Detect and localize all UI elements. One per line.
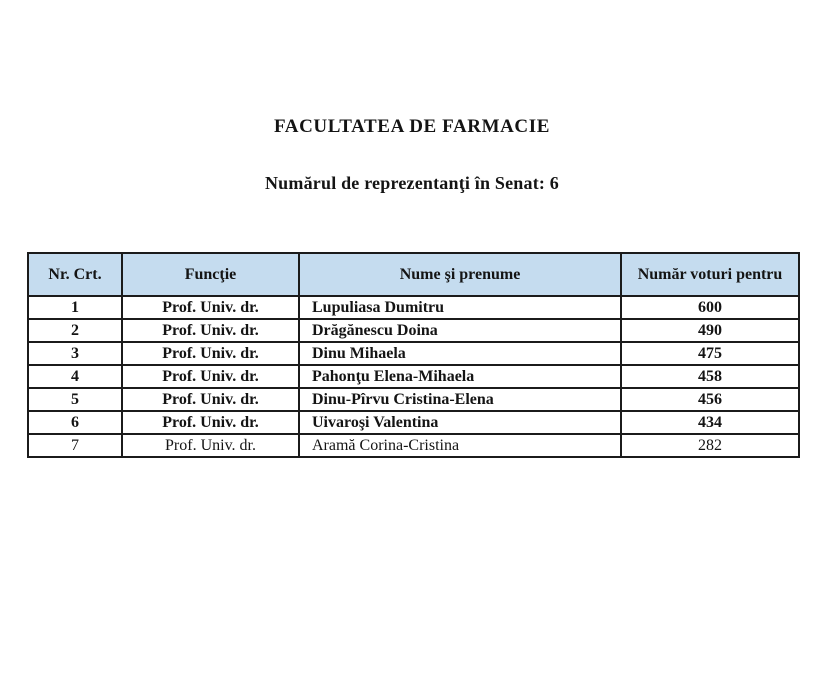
cell-nume: Pahonţu Elena-Mihaela <box>299 365 621 388</box>
cell-voturi: 600 <box>621 296 799 319</box>
cell-nume: Lupuliasa Dumitru <box>299 296 621 319</box>
cell-nume: Uivaroşi Valentina <box>299 411 621 434</box>
page-subtitle: Numărul de reprezentanţi în Senat: 6 <box>264 173 560 193</box>
cell-nr: 2 <box>28 319 122 342</box>
cell-functie: Prof. Univ. dr. <box>122 296 299 319</box>
cell-nr: 1 <box>28 296 122 319</box>
table-row <box>28 434 799 457</box>
cell-voturi: 434 <box>621 411 799 434</box>
cell-nume: Dinu Mihaela <box>299 342 621 365</box>
cell-voturi: 456 <box>621 388 799 411</box>
table-row <box>28 388 799 411</box>
cell-nr: 6 <box>28 411 122 434</box>
table-row <box>28 411 799 434</box>
page-title: FACULTATEA DE FARMACIE <box>273 116 551 137</box>
col-header-nume-prenume: Nume şi prenume <box>299 253 621 296</box>
cell-functie: Prof. Univ. dr. <box>122 342 299 365</box>
cell-nr: 5 <box>28 388 122 411</box>
cell-functie: Prof. Univ. dr. <box>122 434 299 457</box>
cell-nr: 3 <box>28 342 122 365</box>
col-header-functie: Funcţie <box>122 253 299 296</box>
cell-nume: Aramă Corina-Cristina <box>299 434 621 457</box>
cell-functie: Prof. Univ. dr. <box>122 319 299 342</box>
cell-nume: Dinu-Pîrvu Cristina-Elena <box>299 388 621 411</box>
table-header-row <box>28 253 799 296</box>
col-header-numar-voturi: Număr voturi pentru <box>621 253 799 296</box>
cell-functie: Prof. Univ. dr. <box>122 365 299 388</box>
table-row <box>28 319 799 342</box>
cell-functie: Prof. Univ. dr. <box>122 411 299 434</box>
cell-voturi: 490 <box>621 319 799 342</box>
table-row <box>28 296 799 319</box>
col-header-nr-crt: Nr. Crt. <box>28 253 122 296</box>
cell-nr: 4 <box>28 365 122 388</box>
cell-nume: Drăgănescu Doina <box>299 319 621 342</box>
table-row <box>28 342 799 365</box>
table-row <box>28 365 799 388</box>
cell-voturi: 475 <box>621 342 799 365</box>
cell-functie: Prof. Univ. dr. <box>122 388 299 411</box>
results-table <box>27 252 800 458</box>
cell-nr: 7 <box>28 434 122 457</box>
cell-voturi: 458 <box>621 365 799 388</box>
cell-voturi: 282 <box>621 434 799 457</box>
